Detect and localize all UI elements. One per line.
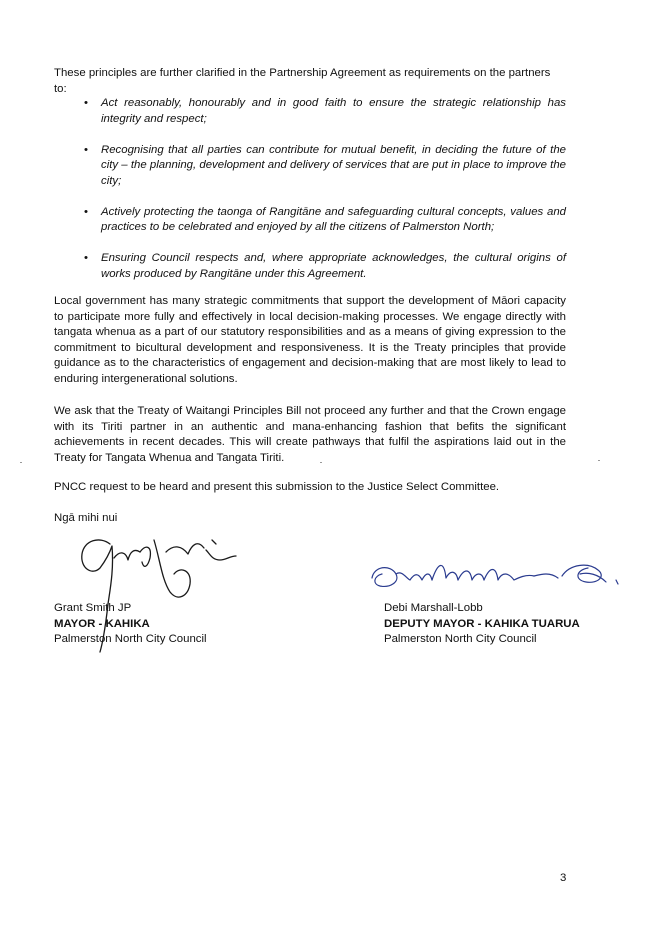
signatory-organisation: Palmerston North City Council [54, 633, 207, 645]
paragraph-local-government: Local government has many strategic commitments that support the development of Māori capacity to participate more fully and effectively in local decision-making processes. We engage directly with tangata whenua as a part of our statutory responsibilities and as a means of giving expression to the commitment to bicultural development and responsiveness. It is the Treaty principles that provide guidance as to the characteristics of engagement and decision-making that are most likely to lead to enduring intergenerational solutions. [54, 295, 566, 385]
bullet-icon: • [84, 143, 88, 156]
paragraph-hearing-request: PNCC request to be heard and present this submission to the Justice Select Committee. [54, 481, 500, 493]
principles-list [54, 96, 566, 298]
deputy-mayor-signatory [384, 601, 580, 648]
list-item: • Ensuring Council respects and, where appropriate acknowledges, the cultural origins of works produced by Rangitāne under this Agreement. [84, 252, 566, 280]
closing-salutation: Ngā mihi nui [54, 512, 118, 524]
scan-speck [320, 462, 322, 463]
signatory-name: Grant Smith JP [54, 602, 132, 614]
bullet-icon: • [84, 205, 88, 218]
signatory-title: DEPUTY MAYOR - KAHIKA TUARUA [384, 617, 580, 630]
scan-speck [598, 460, 600, 461]
scan-speck [20, 462, 22, 463]
bullet-icon: • [84, 252, 88, 264]
paragraph-request-bill: We ask that the Treaty of Waitangi Principles Bill not proceed any further and that the Crown engage with its Tiriti partner in an authentic and mana-enhancing fashion that befits the significant achievements in recent decades. This will create pathways that fulfil the aspirations laid out in the Treaty for Tangata Whenua and Tangata Tiriti. [54, 405, 566, 464]
signatory-name: Debi Marshall-Lobb [384, 602, 483, 614]
deputy-mayor-signature [366, 556, 636, 598]
page-number: 3 [560, 872, 567, 884]
list-item: • Actively protecting the taonga of Rangitāne and safeguarding cultural concepts, values and practices to be celebrated and enjoyed by all the citizens of Palmerston North; [84, 205, 566, 233]
signatory-organisation: Palmerston North City Council [384, 633, 537, 645]
bullet-icon: • [84, 97, 88, 109]
intro-paragraph: These principles are further clarified in the Partnership Agreement as requirements on the partners to: [54, 67, 551, 95]
list-item: • Recognising that all parties can contribute for mutual benefit, in deciding the future of the city – the planning, development and delivery of services that are put in place to improve the city; [84, 143, 566, 187]
mayor-signatory [54, 601, 207, 648]
signatory-title: MAYOR - KAHIKA [54, 617, 150, 630]
list-item: • Act reasonably, honourably and in good faith to ensure the strategic relationship has integrity and respect; [84, 97, 566, 125]
